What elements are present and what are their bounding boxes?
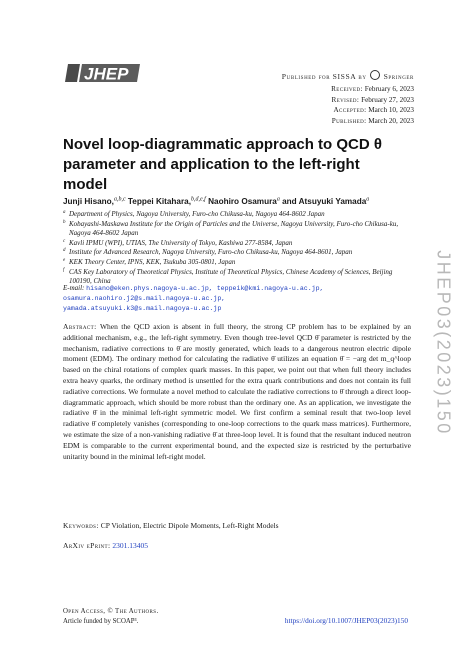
keywords-label: Keywords: — [63, 521, 99, 530]
affiliation: b Kobayashi-Maskawa Institute for the Origin of Particles and the Universe, Nagoya University, Furo-cho Chikusa-ku, Nagoya 464-8602 Japan — [63, 219, 399, 238]
date-revised: Revised: February 27, 2023 — [331, 95, 414, 104]
abstract — [63, 322, 411, 462]
affiliation: e KEK Theory Center, IPNS, KEK, Tsukuba 305-0801, Japan — [63, 257, 236, 266]
jhep-logo — [64, 60, 142, 86]
funding-note: Article funded by SCOAP³. — [63, 617, 139, 625]
publication-dates — [331, 84, 414, 126]
arxiv-eprint — [63, 541, 148, 550]
date-published: Published: March 20, 2023 — [331, 116, 414, 125]
affiliation: d Institute for Advanced Research, Nagoya University, Furo-cho Chikusa-ku, Nagoya 464-8601, Japan — [63, 248, 353, 257]
doi-link[interactable]: https://doi.org/10.1007/JHEP03(2023)150 — [284, 616, 408, 625]
keywords-text: CP Violation, Electric Dipole Moments, Left-Right Models — [100, 521, 279, 530]
springer-horse-icon — [370, 70, 380, 80]
keywords — [63, 521, 411, 530]
paper-title — [63, 135, 403, 195]
email-label: E-mail: — [63, 284, 85, 292]
license-notes — [63, 607, 159, 626]
publisher-name: Springer — [383, 72, 414, 81]
affiliations — [63, 210, 413, 287]
abstract-text: When the QCD axion is absent in full theory, the strong CP problem has to be explained by an additional mechanism, e.g., the left-right symmetry. Even though tree-level QCD θ̄ parameter is restricted by the mechanism, radiative corrections to θ̄ are mostly generated, which leads to a dangerous neutron electric dipole moment (EDM). The ordinary method for calculating the radiative θ̄ utilizes an equation θ̄ = −arg det m_q^loop based on the chiral rotations of complex quark masses. In this paper, we point out that when full theory includes extra heavy quarks, the ordinary method is unsettled for the extra quark contributions and does not contain its full radiative corrections. We formulate a novel method to calculate the radiative corrections to θ̄ through a direct loop-diagrammatic approach, which should be more robust than the ordinary one. As an application, we investigate the radiative θ̄ in the minimal left-right symmetric model. We first confirm a seminal result that two-loop level radiative θ̄ completely vanishes (corresponding to one-loop corrections to the quark mass matrices). Furthermore, we estimate the size of a non-vanishing radiative θ̄ at three-loop level. It is found that the resultant induced neutron EDM is comparable to the current experimental bound, and the expected size is restricted by the perturbative unitarity bound in the minimal left-right model. — [63, 322, 411, 461]
published-by-label: Published for SISSA by — [281, 72, 367, 81]
title-line-2: parameter and application to the left-right model — [63, 156, 360, 193]
email-link[interactable]: osamura.naohiro.j2@s.mail.nagoya-u.ac.jp, — [63, 295, 226, 302]
date-accepted: Accepted: March 10, 2023 — [333, 106, 414, 114]
author: Naohiro Osamura$^a$ — [205, 196, 280, 206]
affiliation: a Department of Physics, Nagoya University, Furo-cho Chikusa-ku, Nagoya 464-8602 Japan — [63, 210, 325, 218]
article-id-text: JHEP03(2023)150 — [433, 250, 454, 436]
published-by-line — [282, 70, 414, 81]
logo-text: JHEP — [84, 64, 129, 84]
author-list — [63, 196, 423, 206]
arxiv-label: ArXiv ePrint: — [63, 541, 111, 550]
abstract-label: Abstract: — [63, 322, 97, 331]
affiliation: f CAS Key Laboratory of Theoretical Physics, Institute of Theoretical Physics, Chinese Academy of Sciences, Beijing 100190, China — [63, 267, 393, 286]
email-block — [63, 283, 413, 314]
affiliation: c Kavli IPMU (WPI), UTIAS, The University of Tokyo, Kashiwa 277-8584, Japan — [63, 238, 293, 247]
email-link[interactable]: hisano@eken.phys.nagoya-u.ac.jp, teppeik@kmi.nagoya-u.ac.jp, — [86, 285, 324, 292]
article-id-sidebar — [430, 178, 456, 508]
arxiv-link[interactable]: 2301.13405 — [112, 541, 148, 550]
author: Teppei Kitahara,$^{b,d,e,f}$ — [125, 196, 206, 206]
author: and Atsuyuki Yamada$^a$ — [279, 196, 370, 206]
open-access-note: Open Access, © The Authors. — [63, 608, 159, 615]
date-received: Received: February 6, 2023 — [331, 85, 414, 93]
title-line-1: Novel loop-diagrammatic approach to QCD θ — [63, 136, 382, 153]
email-link[interactable]: yamada.atsuyuki.k3@s.mail.nagoya-u.ac.jp — [63, 305, 222, 312]
author: Junji Hisano,$^{a,b,c}$ — [63, 196, 126, 206]
